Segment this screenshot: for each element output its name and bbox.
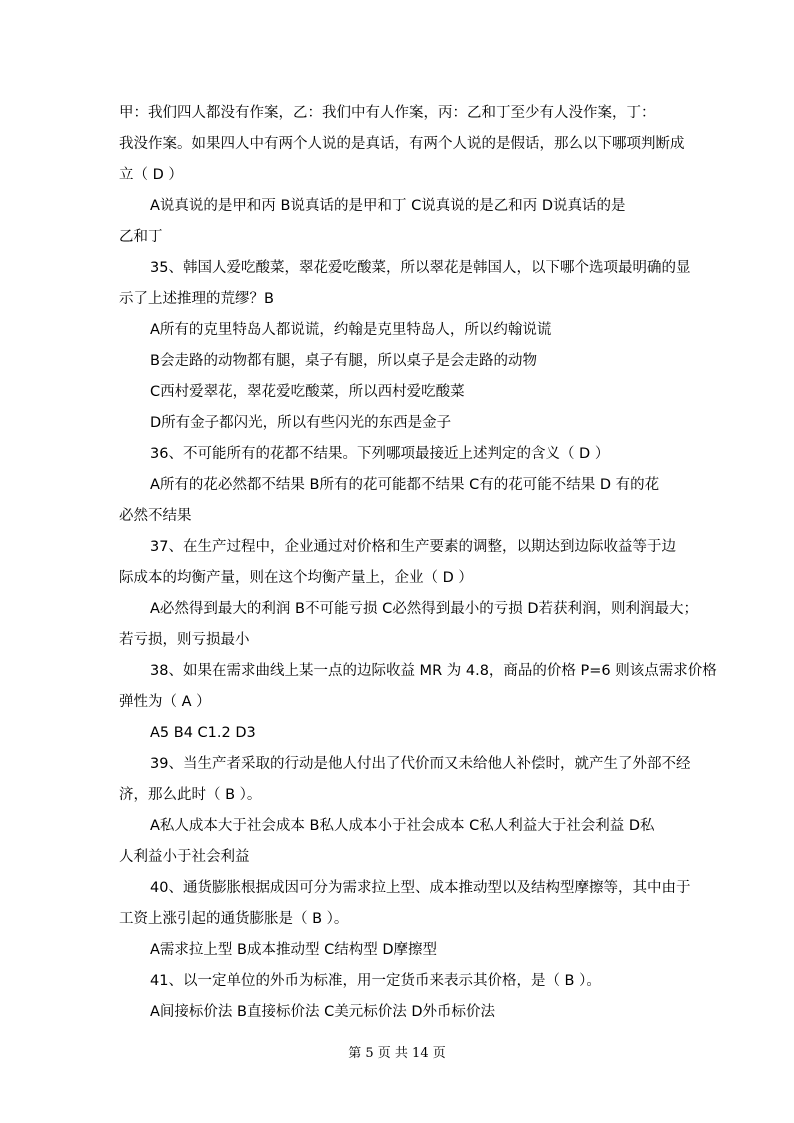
text-line: 甲：我们四人都没有作案，乙：我们中有人作案，丙：乙和丁至少有人没作案，丁： [119,105,656,121]
text-line: A5 B4 C1.2 D3 [150,725,256,741]
text-line: A必然得到最大的利润 B不可能亏损 C必然得到最小的亏损 D若获利润，则利润最大； [150,601,698,617]
text-line: 弹性为（ A ） [119,694,211,710]
text-line: A需求拉上型 B成本推动型 C结构型 D摩擦型 [150,942,437,958]
question-41: 41、以一定单位的外币为标准，用一定货币来表示其价格，是（ B ）。 [150,973,601,989]
text-line: 际成本的均衡产量，则在这个均衡产量上，企业（ D ） [119,570,473,586]
text-line: 乙和丁 [119,229,163,245]
option-a: A所有的克里特岛人都说谎，约翰是克里特岛人，所以约翰说谎 [150,322,552,338]
text-line: 人利益小于社会利益 [119,849,250,865]
text-line: 立（ D ） [119,167,183,183]
text-line: A间接标价法 B直接标价法 C美元标价法 D外币标价法 [150,1004,495,1020]
option-b: B会走路的动物都有腿，桌子有腿，所以桌子是会走路的动物 [150,353,537,369]
text-line: 我没作案。如果四人中有两个人说的是真话，有两个人说的是假话，那么以下哪项判断成 [119,136,685,152]
option-d: D所有金子都闪光，所以有些闪光的东西是金子 [150,415,452,431]
question-39: 39、当生产者采取的行动是他人付出了代价而又未给他人补偿时，就产生了外部不经 [150,756,691,772]
text-line: A私人成本大于社会成本 B私人成本小于社会成本 C私人利益大于社会利益 D私 [150,818,655,834]
question-36: 36、不可能所有的花都不结果。下列哪项最接近上述判定的含义（ D ） [150,446,610,462]
text-line: 工资上涨引起的通货膨胀是（ B ）。 [119,911,349,927]
page-footer: 第 5 页 共 14 页 [348,1046,446,1061]
question-37: 37、在生产过程中，企业通过对价格和生产要素的调整，以期达到边际收益等于边 [150,539,676,555]
text-line: A所有的花必然都不结果 B所有的花可能都不结果 C有的花可能不结果 D 有的花 [150,477,660,493]
text-line: 若亏损，则亏损最小 [119,632,250,648]
question-40: 40、通货膨胀根据成因可分为需求拉上型、成本推动型以及结构型摩擦等，其中由于 [150,880,691,896]
question-35: 35、韩国人爱吃酸菜，翠花爱吃酸菜，所以翠花是韩国人，以下哪个选项最明确的显 [150,260,691,276]
text-line: 必然不结果 [119,508,192,524]
text-line: 示了上述推理的荒缪？B [119,291,274,307]
text-line: 济，那么此时（ B ）。 [119,787,262,803]
text-line: A说真说的是甲和丙 B说真话的是甲和丁 C说真说的是乙和丙 D说真话的是 [150,198,626,214]
option-c: C西村爱翠花，翠花爱吃酸菜，所以西村爱吃酸菜 [150,384,465,400]
question-38: 38、如果在需求曲线上某一点的边际收益 MR 为 4.8，商品的价格 P=6 则该点需求价格 [150,663,717,679]
